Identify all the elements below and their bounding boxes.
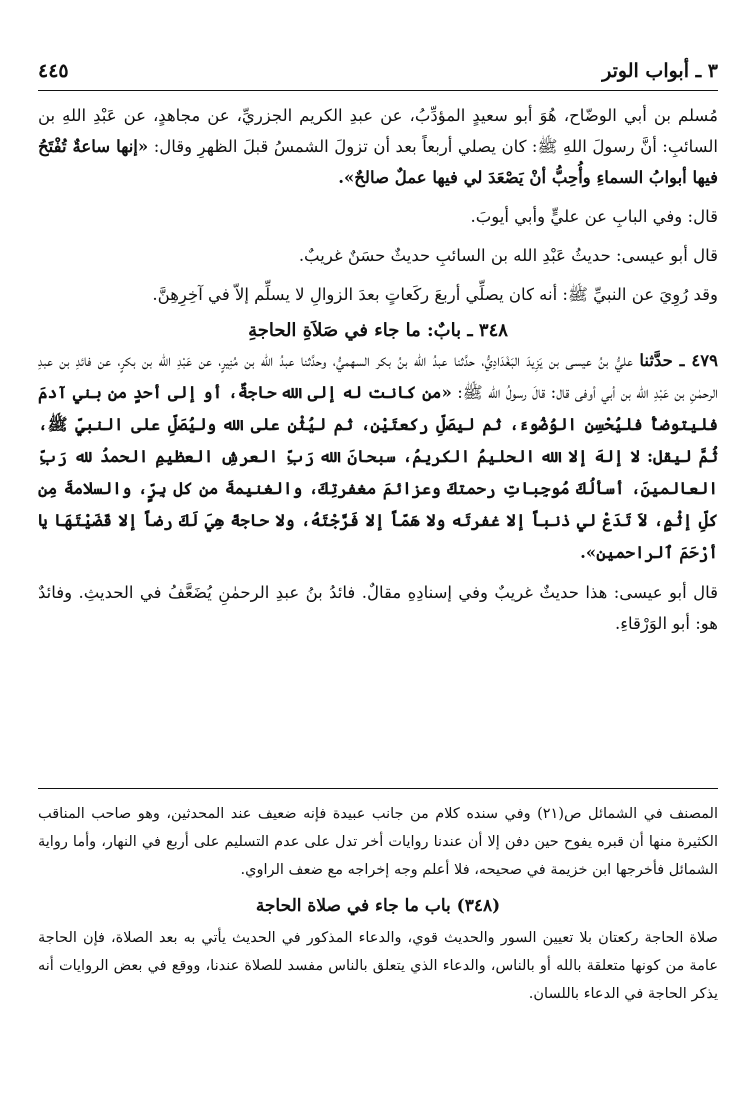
paragraph-narration-note: وقد رُوِيَ عن النبيِّ ﷺ: أنه كان يصلِّي أربعَ ركَعاتٍ بعدَ الزوالِ لا يسلِّم إلاّ في آخِرِهِنَّ. bbox=[152, 285, 718, 304]
footnotes-section bbox=[38, 800, 718, 1008]
paragraph-grading: قال أبو عيسى: حديثُ عَبْدِ الله بن السائبِ حديثٌ حسَنٌ غريبٌ. bbox=[298, 246, 718, 265]
prophetic-saying: «إنها ساعةٌ تُفْتَحُ فيها أبوابُ السماءِ وأُحِبُّ أنْ يَصْعَدَ لي فيها عملٌ صالحٌ». bbox=[38, 137, 718, 187]
chapter-title: ٣ ـ أبواب الوتر bbox=[602, 60, 718, 82]
footnote-paragraph: المصنف في الشمائل ص(٢١) وفي سنده كلام من جانب عبيدة فإنه ضعيف عند المحدثين، وهو صاحب المناقب الكثيرة منها أن قبره يفوح حين دفن إلا أن عندنا روايات أخر تدل على عدم التسليم على أربع في النهار، وأما رواية الشمائل فأخرجها ابن خزيمة في صحيحه، فلا أعلم وجه إخراجه مع ضعف الراوي. bbox=[38, 806, 718, 878]
paragraph-chapter-note: قال: وفي البابِ عن عليٍّ وأبي أيوبَ. bbox=[470, 207, 718, 226]
footnote-divider bbox=[38, 788, 718, 789]
hadith-isnad: عليُّ بنُ عيسى بن يَزِيدَ البَغْدَادِيُّ، حدَّثنا عبدُ الله بنُ بكر السهميُّ، وحدَّثنا عبدُ الله بن مُنِيرٍ، عن عَبْدِ الله بن بكرٍ، عن فائدِ بن عبدِ الرحمٰنِ بن عَبْدِ الله بن أبي أوفى قال: قالَ رسولُ الله ﷺ: bbox=[38, 351, 718, 402]
footnote-heading: (٣٤٨) باب ما جاء في صلاة الحاجة bbox=[255, 896, 501, 916]
hadith-matn: «من كانت له إلى الله حاجةٌ، أو إلى أحدٍ من بني آدمَ فليتوضأْ فليُحْسِنِ الوُضُوءَ، ثم ليصَلِّ ركعتَيْنِ، ثم ليُثْنِ على الله وليُصَلِّ على النبيِّ ﷺ، ثُمَّ ليقل: لا إلهَ إلا الله الحليمُ الكريمُ، سبحانَ الله رَبِّ العرشِ العظيمِ الحمدُ لله رَبِّ العالمينَ، أسألُكَ مُوجِباتِ رحمتكَ وعزائمَ مغفرتِكَ، والغنيمةَ من كل بِرٍّ، والسلامةَ مِن كلِّ إثْمٍ، لاَ تَدَعْ لي ذنباً إلا غفرتَه ولا هَمّاً إلا فَرَّجْتَهُ، ولا حاجةً هِيَ لَكَ رضاً إلا قَضَيْتَهَا يا أرْحَمَ ٱلراحمين». bbox=[38, 383, 718, 562]
footnote-paragraph: صلاة الحاجة ركعتان بلا تعيين السور والحديث قوي، والدعاء المذكور في الحديث يأتي به بعد الصلاة، فإن الحاجة عامة من كونها متعلقة بالله أو بالناس، والدعاء الذي يتعلق بالناس مفسد للصلاة عندنا، ووقع في بعض الروايات أنه يذكر الحاجة في الدعاء باللسان. bbox=[38, 930, 718, 1002]
book-page bbox=[38, 48, 718, 1078]
paragraph-plain-text: مُسلم بن أبي الوضّاح، هُوَ أبو سعيدٍ المؤدِّبُ، عن عبدِ الكريم الجزريِّ، عن مجاهدٍ، عن عَبْدِ اللهِ بن السائبِ: أنَّ رسولَ اللهِ ﷺ: كان يصلي أربعاً بعد أن تزولَ الشمسُ قبلَ الظهرِ وقال: bbox=[38, 106, 719, 156]
hadith-text bbox=[38, 345, 718, 569]
hadith-number: ٤٧٩ ـ حدَّثنا bbox=[639, 351, 718, 370]
main-text bbox=[38, 100, 718, 639]
paragraph-commentary: قال أبو عيسى: هذا حديثٌ غريبٌ وفي إسنادِهِ مقالٌ. فائدُ بنُ عبدِ الرحمٰنِ يُضَعَّفُ في الحديثِ. وفائدٌ هو: أبو الوَرْقاءِ. bbox=[38, 583, 718, 633]
page-number: ٤٤٥ bbox=[38, 60, 69, 82]
running-header bbox=[38, 56, 718, 92]
header-divider bbox=[38, 90, 718, 91]
paragraph-hadith-continuation bbox=[38, 100, 718, 193]
chapter-heading: ٣٤٨ ـ بابٌ: ما جاء في صَلاَةِ الحاجةِ bbox=[248, 320, 508, 341]
